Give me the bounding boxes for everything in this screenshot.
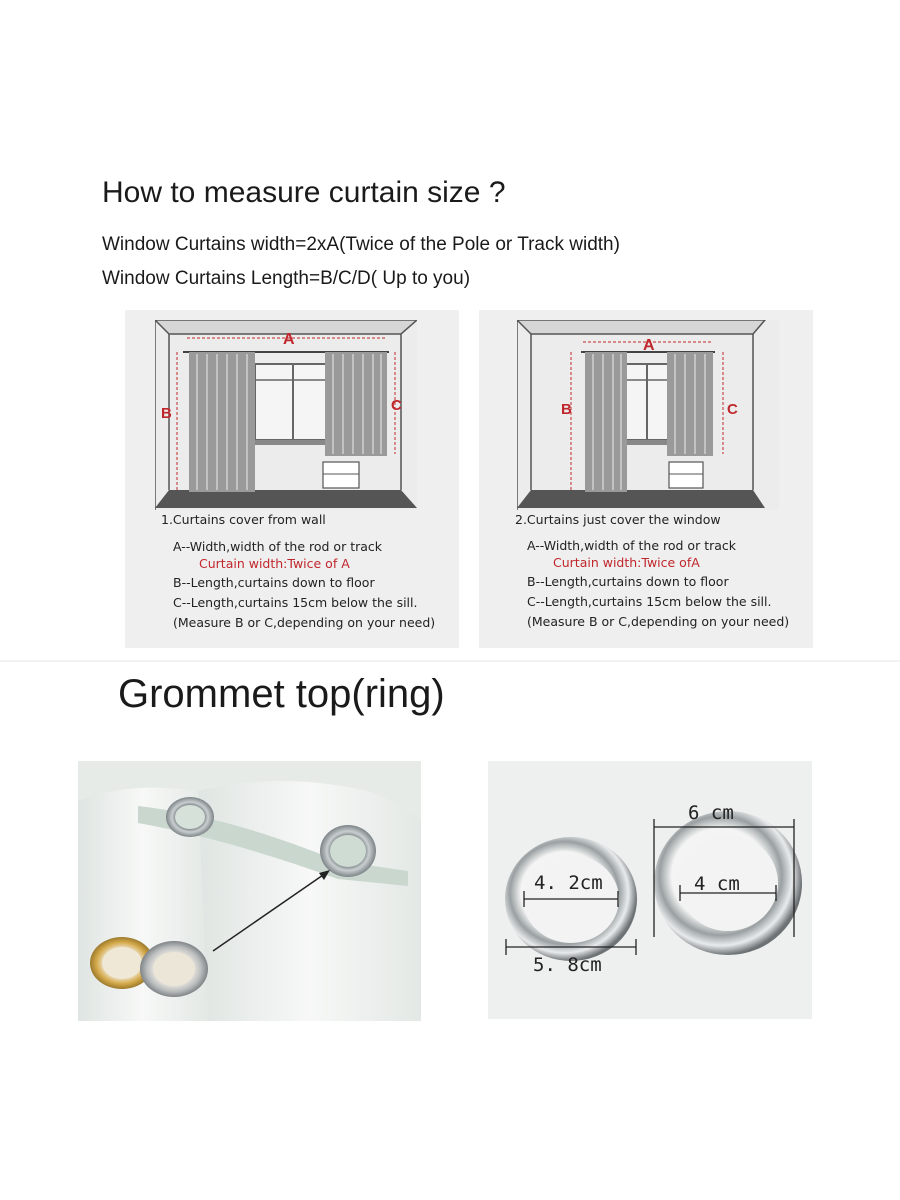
label-b: B [561, 401, 572, 418]
room-diagram-wall [155, 320, 417, 510]
inner-large-label: 4 cm [694, 873, 740, 895]
label-c: C [391, 397, 402, 414]
inner-small-label: 4. 2cm [534, 872, 603, 894]
diagram-heading: 2.Curtains just cover the window [515, 512, 721, 527]
outer-large-label: 6 cm [688, 802, 734, 824]
caption-a-note: Curtain width:Twice ofA [553, 555, 700, 570]
label-a: A [283, 331, 295, 348]
page-title: How to measure curtain size ? [102, 176, 506, 209]
caption-b: B--Length,curtains down to floor [173, 575, 375, 590]
caption-c: C--Length,curtains 15cm below the sill. [173, 595, 418, 610]
caption-a-note: Curtain width:Twice of A [199, 556, 350, 571]
length-formula: Window Curtains Length=B/C/D( Up to you) [102, 268, 471, 289]
diagram-heading: 1.Curtains cover from wall [161, 512, 326, 527]
grommet-curtain-photo [78, 761, 421, 1021]
grommet-heading: Grommet top(ring) [118, 672, 445, 716]
label-a: A [643, 337, 655, 354]
width-formula: Window Curtains width=2xA(Twice of the Pole or Track width) [102, 234, 620, 255]
caption-c: C--Length,curtains 15cm below the sill. [527, 594, 772, 609]
grommet-size-photo [488, 761, 812, 1019]
room-diagram-window [517, 320, 779, 510]
caption-b: B--Length,curtains down to floor [527, 574, 729, 589]
caption-measure: (Measure B or C,depending on your need) [173, 615, 436, 630]
caption-measure: (Measure B or C,depending on your need) [527, 614, 790, 629]
caption-a: A--Width,width of the rod or track [527, 538, 737, 553]
outer-small-label: 5. 8cm [533, 954, 602, 976]
diagram-panel-wall [125, 310, 459, 648]
section-divider [0, 660, 900, 662]
diagram-panel-window [479, 310, 813, 648]
caption-a: A--Width,width of the rod or track [173, 539, 383, 554]
label-b: B [161, 405, 172, 422]
label-c: C [727, 401, 738, 418]
